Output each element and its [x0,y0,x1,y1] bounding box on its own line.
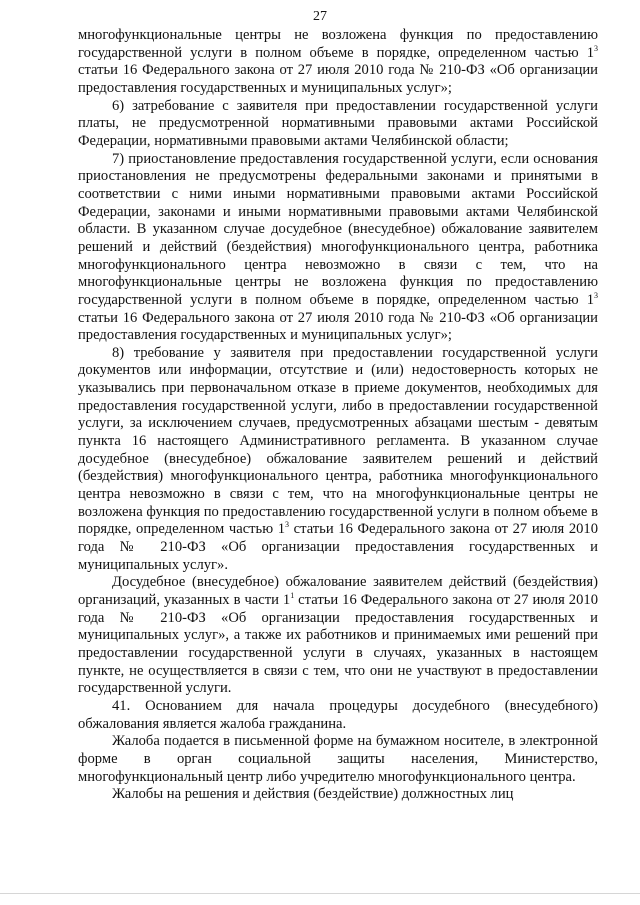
paragraph-continuation: многофункциональные центры не возложена функция по предоставлению государственной услуги в полном объеме в порядке, определенном частью $1^3$ статьи 16 Федерального закона от 27 июля 2010 года № 210-ФЗ «Об организации предоставления государственных и муниципальных услуг»; [78,27,598,96]
document-body [78,27,598,804]
paragraph-complaint-form: Жалоба подается в письменной форме на бумажном носителе, в электронной форме в орган социальной защиты населения, Министерство, многофункциональный центр либо учредителю многофункционального центра. [78,733,598,785]
paragraph-item-6: 6) затребование с заявителя при предоставлении государственной услуги платы, не предусмотренной нормативными правовыми актами Российской Федерации, нормативными правовыми актами Челябинской области; [78,97,598,149]
paragraph-item-7: 7) приостановление предоставления государственной услуги, если основания приостановления не предусмотрены федеральными законами и принятыми в соответствии с ними иными нормативными правовыми актами Российской Федерации, законами и иными нормативными правовыми актами Челябинской области. В указанном случае досудебное (внесудебное) обжалование заявителем решений и действий (бездействия) многофункционального центра, работника многофункционального центра невозможно в связи с тем, что на многофункциональные центры не возложена функция по предоставлению государственной услуги в полном объеме в порядке, определенном частью $1^3$ статьи 16 Федерального закона от 27 июля 2010 года № 210-ФЗ «Об организации предоставления государственных и муниципальных услуг»; [78,150,598,344]
superscript: 3 [285,520,290,530]
paragraph-item-41: 41. Основанием для начала процедуры досудебного (внесудебного) обжалования является жалоба гражданина. [78,697,598,732]
paragraph-item-8: 8) требование у заявителя при предоставлении государственной услуги документов или информации, отсутствие и (или) недостоверность которых не указывались при первоначальном отказе в приеме документов, необходимых для предоставления государственной услуги, либо в предоставлении государственной услуги, за исключением случаев, предусмотренных абзацами шестым - девятым пункта 16 настоящего Административного регламента. В указанном случае досудебное (внесудебное) обжалование заявителем решений и действий (бездействия) многофункционального центра, работника многофункционального центра невозможно в связи с тем, что на многофункциональные центры не возложена функция по предоставлению государственной услуги в полном объеме в порядке, определенном частью $1^3$ статьи 16 Федерального закона от 27 июля 2010 года № 210-ФЗ «Об организации предоставления государственных и муниципальных услуг». [78,344,599,573]
page-bottom-divider [0,893,640,894]
superscript: 3 [594,290,598,300]
page-number: 27 [313,9,327,24]
superscript: 3 [594,43,598,53]
paragraph-pretrial-appeal: Досудебное (внесудебное) обжалование заявителем действий (бездействия) организаций, указанных в части $1^1$ статьи 16 Федерального закона от 27 июля 2010 года № 210-ФЗ «Об организации предоставления государственных и муниципальных услуг», а также их работников и принимаемых ими решений при предоставлении государственной услуги в случаях, указанных в настоящем пункте, не осуществляется в связи с тем, что они не участвуют в предоставлении государственной услуги. [78,574,598,697]
superscript: 1 [290,591,295,600]
paragraph-complaints-start: Жалобы на решения и действия (бездействие) должностных лиц [112,786,514,803]
